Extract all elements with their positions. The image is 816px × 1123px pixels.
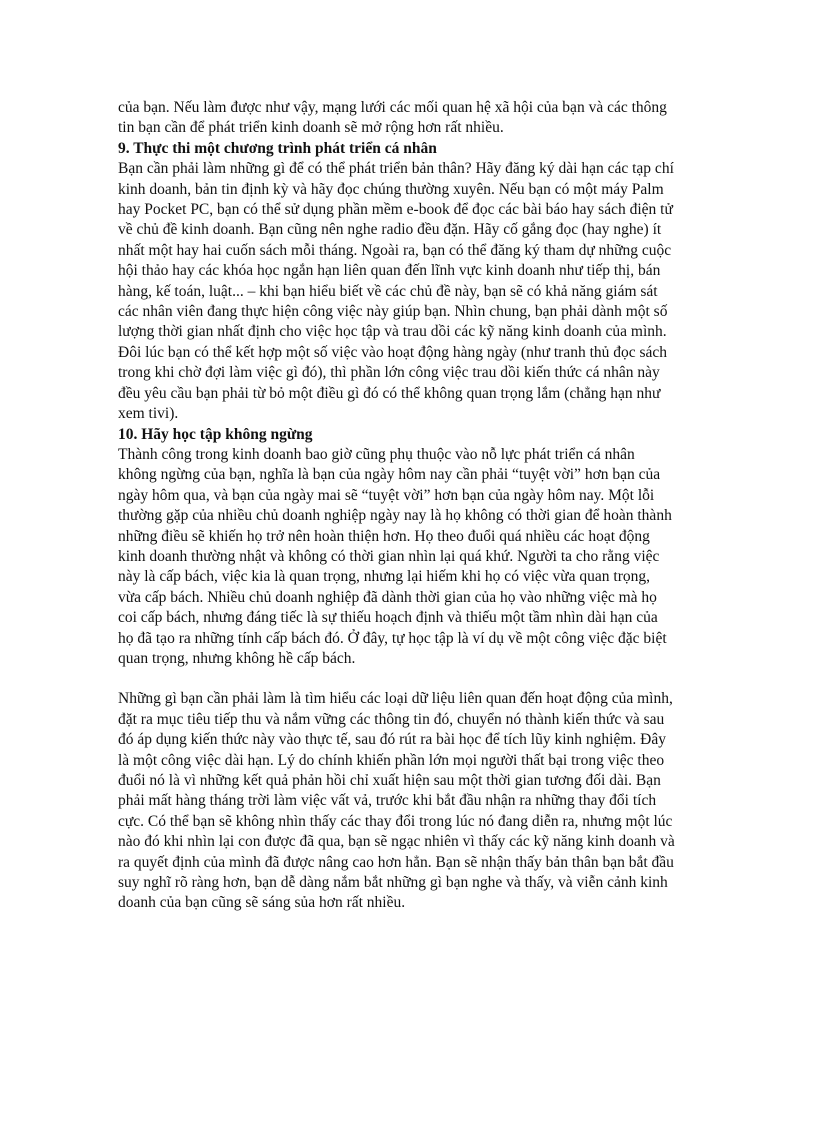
- text-line: những điều sẽ khiến họ trở nên hoàn thiện hơn. Họ theo đuổi quá nhiều các hoạt động: [118, 527, 650, 545]
- text-line: đuổi nó là vì những kết quả phản hồi chỉ xuất hiện sau một thời gian tương đối dài. Bạn: [118, 772, 661, 789]
- text-line: vừa cấp bách. Nhiều chủ doanh nghiệp đã dành thời gian của họ vào những việc mà họ: [118, 588, 657, 606]
- text-line: hàng, kế toán, luật... – khi bạn hiểu biết về các chủ đề này, bạn sẽ có khả năng giám sát: [118, 282, 658, 300]
- section-10-paragraph-1: [118, 445, 718, 669]
- text-line: suy nghĩ rõ ràng hơn, bạn dễ dàng nắm bắt những gì bạn nghe và thấy, và viễn cảnh kinh: [118, 874, 668, 892]
- text-line: đặt ra mục tiêu tiếp thu và nắm vững các thông tin đó, chuyển nó thành kiến thức và sau: [118, 710, 665, 728]
- text-line: kinh doanh, bản tin định kỳ và hãy đọc chúng thường xuyên. Nếu bạn có một máy Palm: [118, 180, 664, 198]
- text-line: lượng thời gian nhất định cho việc học tập và trau dồi các kỹ năng kinh doanh của mình.: [118, 323, 667, 341]
- text-line: quan trọng, nhưng không hề cấp bách.: [118, 649, 356, 667]
- text-line: xem tivi).: [118, 405, 179, 423]
- intro-paragraph: [118, 98, 718, 139]
- text-line: nào đó khi nhìn lại con được đã qua, bạn sẽ ngạc nhiên vì thấy các kỹ năng kinh doanh và: [118, 833, 675, 851]
- text-line: nhất một hay hai cuốn sách mỗi tháng. Ngoài ra, bạn có thể đăng ký tham dự những cuộc: [118, 241, 672, 259]
- text-line: doanh của bạn cũng sẽ sáng sủa hơn rất nhiều.: [118, 894, 406, 912]
- text-line: Những gì bạn cần phải làm là tìm hiểu các loại dữ liệu liên quan đến hoạt động của mình,: [118, 690, 673, 708]
- section-9-heading: 9. Thực thi một chương trình phát triển cá nhân: [118, 139, 437, 157]
- text-line: đó áp dụng kiến thức này vào thực tế, sau đó rút ra bài học để tích lũy kinh nghiệm. Đây: [118, 731, 666, 749]
- text-line: coi cấp bách, nhưng đáng tiếc là sự thiếu hoạch định và thiếu một tầm nhìn dài hạn của: [118, 609, 658, 627]
- text-line: ngày hôm qua, và bạn của ngày mai sẽ “tuyệt vời” hơn bạn của ngày hôm nay. Một lỗi: [118, 486, 655, 504]
- text-line: về chủ đề kinh doanh. Bạn cũng nên nghe radio đều đặn. Hãy cố gắng đọc (hay nghe) ít: [118, 221, 662, 239]
- text-line: này là cấp bách, việc kia là quan trọng, nhưng lại hiếm khi họ có việc vừa quan trọng,: [118, 568, 651, 586]
- section-10-paragraph-2: [118, 689, 718, 913]
- text-line: trong khi chờ đợi làm việc gì đó), thì phần lớn công việc trau dồi kiến thức cá nhân này: [118, 364, 660, 382]
- text-line: cực. Có thể bạn sẽ không nhìn thấy các thay đổi trong lúc nó đang diễn ra, nhưng một lúc: [118, 812, 673, 830]
- document-page: [118, 98, 718, 914]
- text-line: hội thảo hay các khóa học ngắn hạn liên quan đến lĩnh vực kinh doanh như tiếp thị, bán: [118, 262, 661, 280]
- text-line: tin bạn cần để phát triển kinh doanh sẽ mở rộng hơn rất nhiều.: [118, 119, 504, 137]
- text-line: của bạn. Nếu làm được như vậy, mạng lưới các mối quan hệ xã hội của bạn và các thông: [118, 99, 667, 116]
- text-line: không ngừng của bạn, nghĩa là bạn của ngày hôm nay cần phải “tuyệt vời” hơn bạn của: [118, 466, 661, 484]
- text-line: hay Pocket PC, bạn có thể sử dụng phần mềm e-book để đọc các bài báo hay sách điện tử: [118, 201, 673, 219]
- text-line: kinh doanh thường nhật và không có thời gian nhìn lại quá khứ. Người ta cho rằng việc: [118, 547, 660, 565]
- text-line: là một công việc dài hạn. Lý do chính khiến phần lớn mọi người thất bại trong việc theo: [118, 751, 665, 769]
- text-line: Thành công trong kinh doanh bao giờ cũng phụ thuộc vào nỗ lực phát triển cá nhân: [118, 445, 635, 463]
- text-line: Bạn cần phải làm những gì để có thể phát triển bản thân? Hãy đăng ký dài hạn các tạp chí: [118, 160, 674, 178]
- text-line: Đôi lúc bạn có thể kết hợp một số việc vào hoạt động hàng ngày (như tranh thủ đọc sách: [118, 343, 668, 361]
- text-line: đều yêu cầu bạn phải từ bỏ một điều gì đó có thể không quan trọng lắm (chẳng hạn như: [118, 384, 661, 402]
- text-line: phải mất hàng tháng trời làm việc vất vả, trước khi bắt đầu nhận ra những thay đổi tích: [118, 792, 657, 810]
- section-9-paragraph: [118, 159, 718, 424]
- section-10-heading: 10. Hãy học tập không ngừng: [118, 425, 313, 443]
- text-line: ra quyết định của mình đã được nâng cao hơn hẳn. Bạn sẽ nhận thấy bản thân bạn bắt đầu: [118, 853, 674, 871]
- text-line: các nhân viên đang thực hiện công việc này giúp bạn. Nhìn chung, bạn phải dành một số: [118, 303, 668, 321]
- text-line: thường gặp của nhiều chủ doanh nghiệp ngày nay là họ không có thời gian để hoàn thành: [118, 507, 672, 525]
- text-line: họ đã tạo ra những tính cấp bách đó. Ở đây, tự học tập là ví dụ về một công việc đặc biệt: [118, 629, 667, 647]
